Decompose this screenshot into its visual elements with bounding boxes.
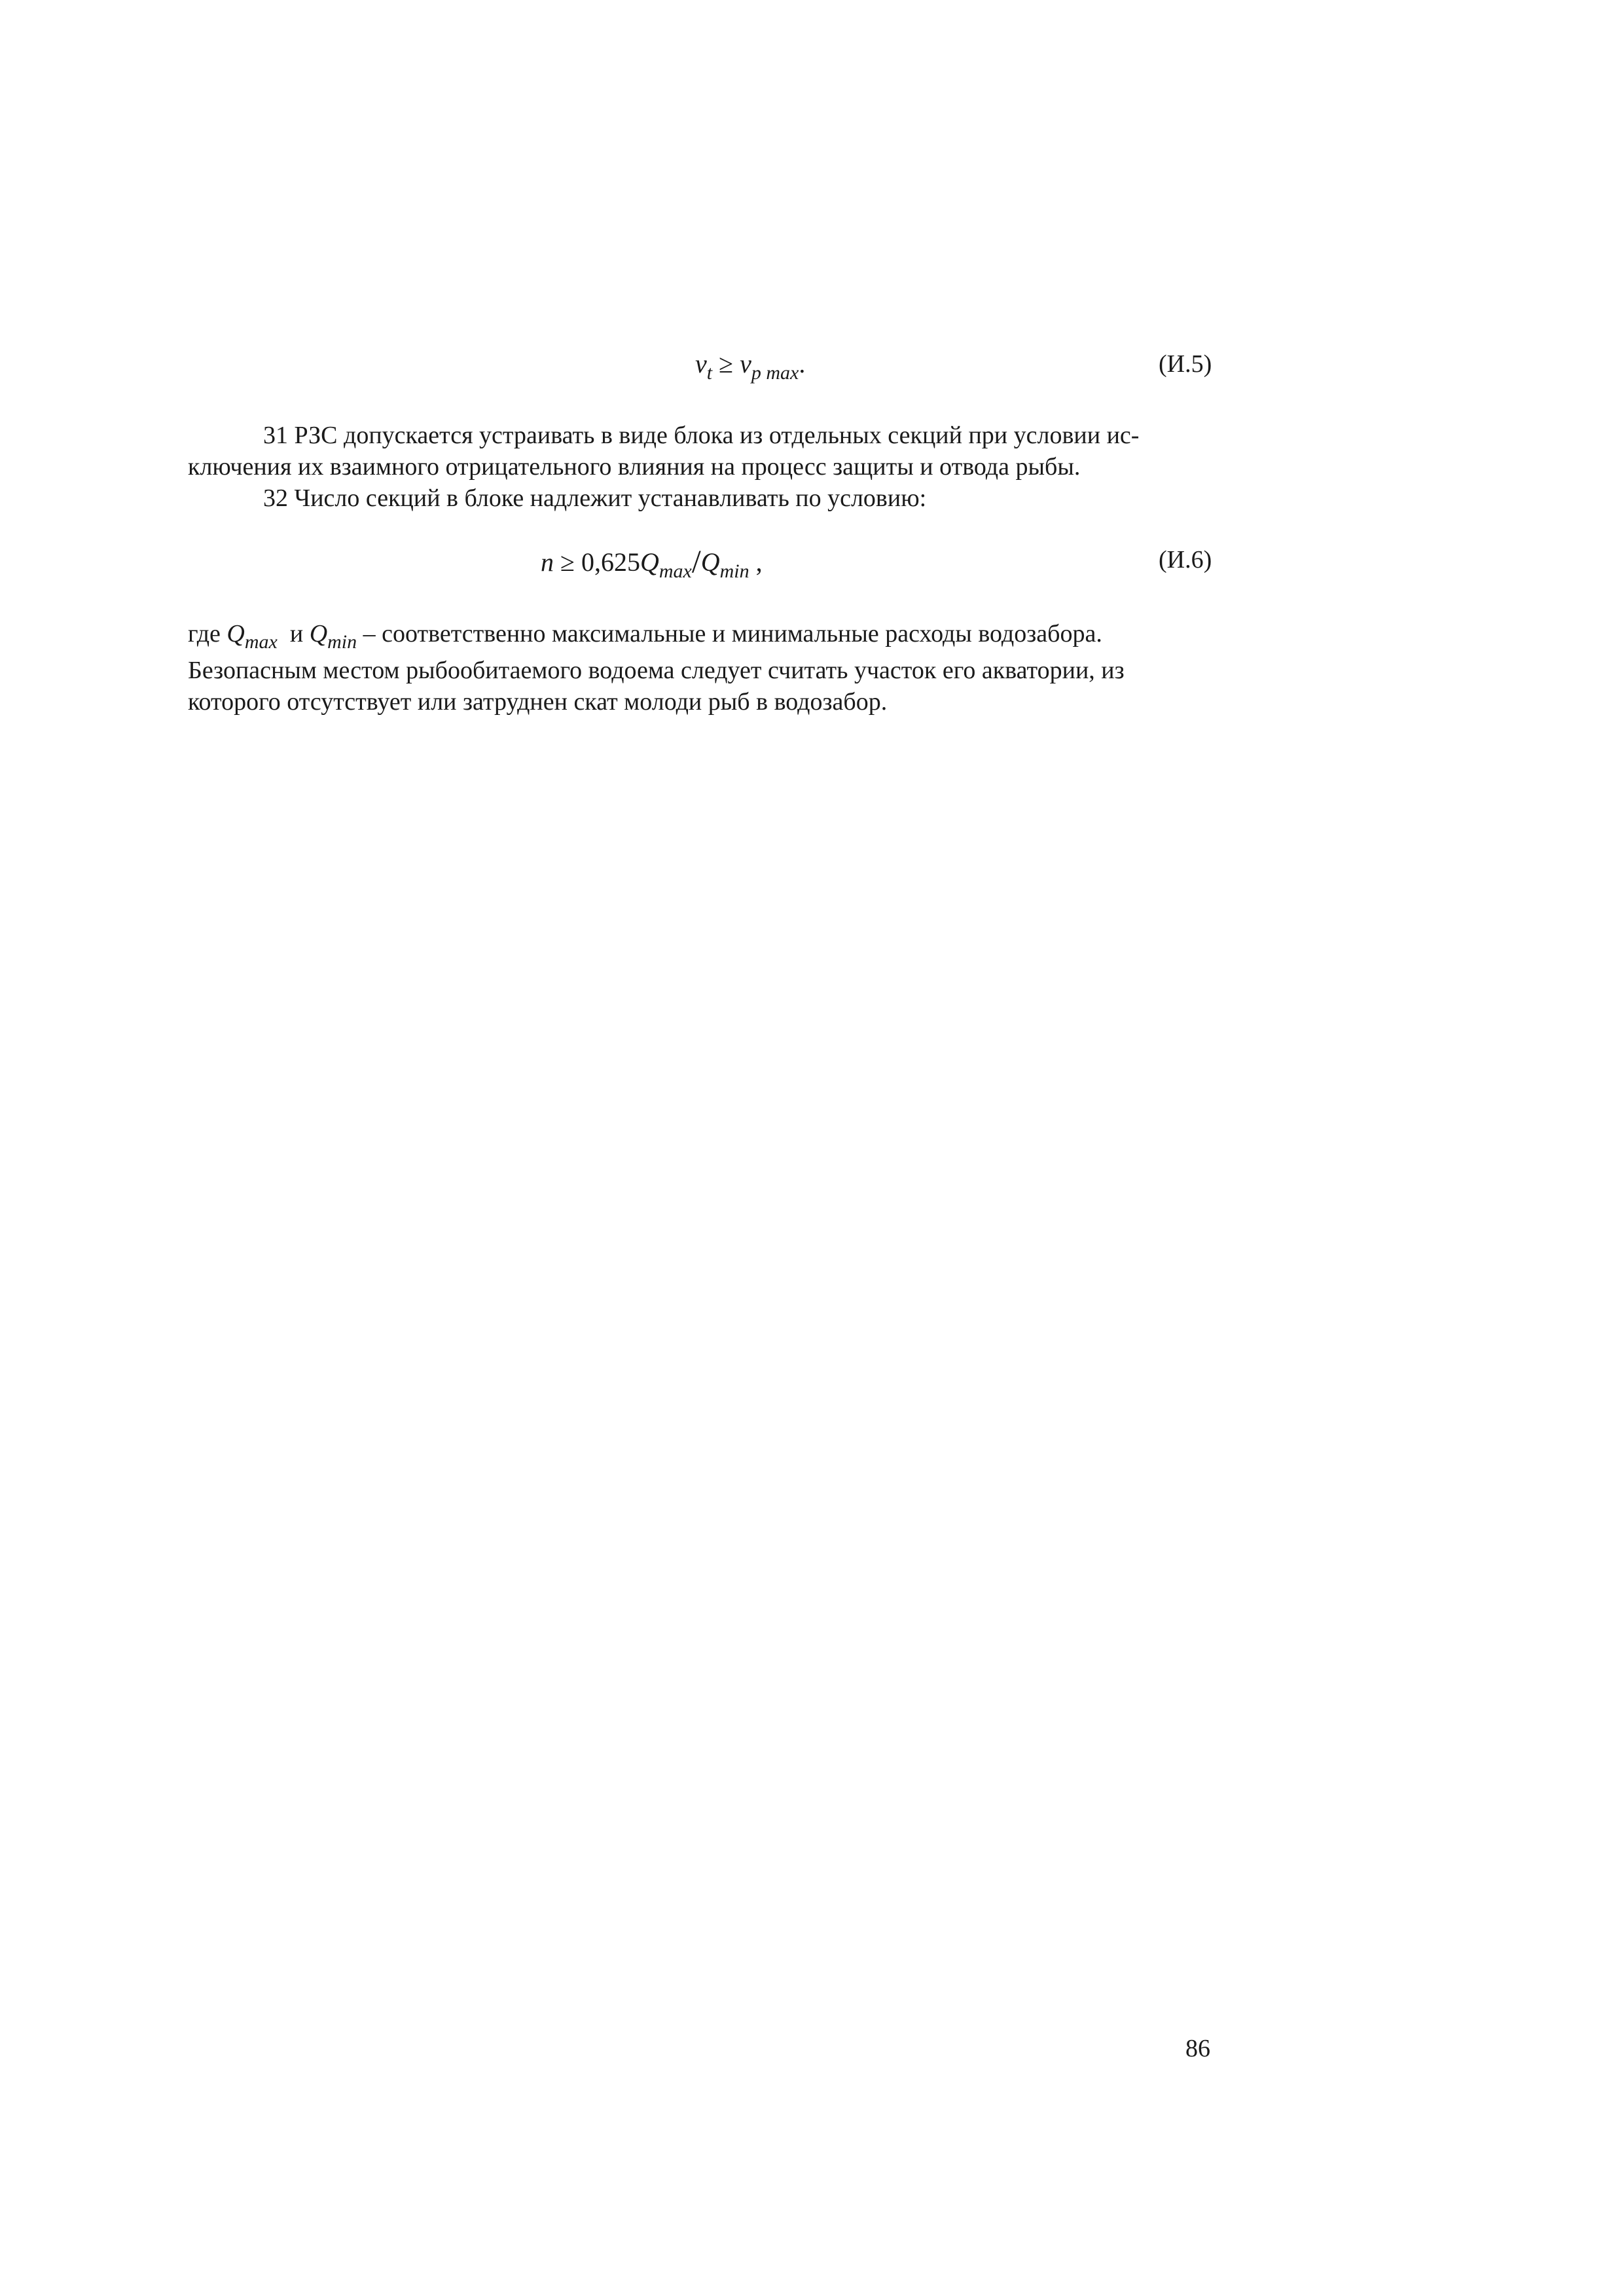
formula-i5-op: ≥ [719,349,734,378]
formula-i6-trailing: , [749,547,763,577]
formula-i6 [541,543,763,582]
formula-i6-q2-sub: min [719,560,749,582]
where-q-min-sub: min [327,631,357,653]
formula-i6-q1: Q [640,547,659,577]
where-clause [188,618,1102,653]
paragraph-safe-line-1: Безопасным местом рыбообитаемого водоема следует считать участок его акватории, из [188,657,1125,684]
equation-number-i5: (И.5) [1159,350,1212,378]
paragraph-safe-line-2: которого отсутствует или затруднен скат молоди рыб в водозабор. [188,688,888,716]
paragraph-31-line-2: ключения их взаимного отрицательного влияния на процесс защиты и отвода рыбы. [188,453,1081,481]
equation-number-i6: (И.6) [1159,546,1212,574]
formula-i6-lhs: n [541,547,554,577]
formula-i5-trailing: . [799,349,806,378]
formula-i5-rhs-sub: p max [751,362,799,384]
formula-i6-op: ≥ [560,547,575,577]
where-prefix: где [188,620,227,647]
where-q-max-sub: max [244,631,278,653]
where-suffix: – соответственно максимальные и минимальные расходы водозабора. [357,620,1102,647]
formula-i6-slash: / [691,543,701,579]
where-q-min: Q [309,620,328,647]
formula-i5 [695,348,806,384]
where-q-max: Q [226,620,245,647]
formula-i6-q1-sub: max [659,560,692,582]
paragraph-32-line-1: 32 Число секций в блоке надлежит устанавливать по условию: [263,484,927,512]
paragraph-31-line-1: 31 РЗС допускается устраивать в виде блока из отдельных секций при условии ис- [263,422,1140,449]
formula-i6-q2: Q [700,547,720,577]
formula-i5-rhs: v [740,349,751,378]
where-and: и [277,620,310,647]
formula-i5-lhs-sub: t [706,362,713,384]
formula-i6-coef: 0,625 [581,547,640,577]
formula-i5-lhs: v [695,349,707,378]
page-number: 86 [1185,2035,1210,2062]
